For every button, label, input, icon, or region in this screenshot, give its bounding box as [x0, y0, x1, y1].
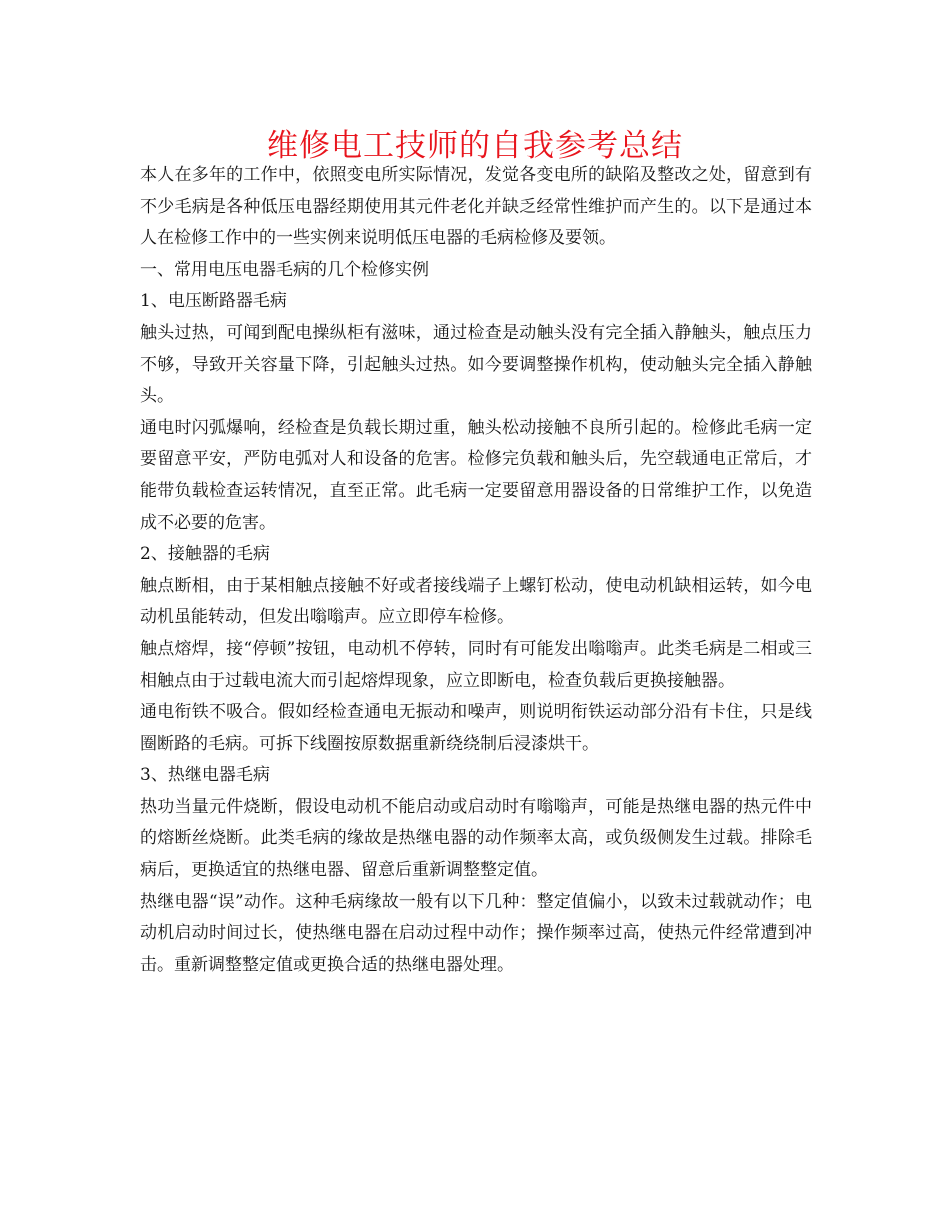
subsection-heading-contactor: 2、接触器的毛病	[140, 544, 270, 565]
paragraph-breaker-overheat: 触头过热，可闻到配电操纵柜有滋味，通过检查是动触头没有完全插入静触头，触点压力不够，导致开关容量下降，引起触头过热。如今要调整操作机构，使动触头完全插入静触头。	[140, 322, 812, 407]
document-body	[140, 160, 812, 981]
section-heading-examples: 一、常用电压电器毛病的几个检修实例	[140, 259, 429, 280]
subsection-heading-breaker: 1、电压断路器毛病	[140, 291, 287, 312]
subsection-heading-thermal-relay: 3、热继电器毛病	[140, 765, 270, 786]
intro-paragraph: 本人在多年的工作中，依照变电所实际情况，发觉各变电所的缺陷及整改之处，留意到有不少毛病是各种低压电器经期使用其元件老化并缺乏经常性维护而产生的。以下是通过本人在检修工作中的一些实例来说明低压电器的毛病检修及要领。	[140, 165, 812, 249]
paragraph-breaker-arc: 通电时闪弧爆响，经检查是负载长期过重，触头松动接触不良所引起的。检修此毛病一定要留意平安，严防电弧对人和设备的危害。检修完负载和触头后，先空载通电正常后，才能带负载检查运转情况，直至正常。此毛病一定要留意用器设备的日常维护工作，以免造成不必要的危害。	[140, 417, 812, 533]
paragraph-contactor-phase: 触点断相，由于某相触点接触不好或者接线端子上螺钉松动，使电动机缺相运转，如今电动机虽能转动，但发出嗡嗡声。应立即停车检修。	[140, 575, 812, 628]
paragraph-relay-misfire: 热继电器“误”动作。这种毛病缘故一般有以下几种：整定值偏小，以致未过载就动作；电动机启动时间过长，使热继电器在启动过程中动作；操作频率过高，使热元件经常遭到冲击。重新调整整定值或更换合适的热继电器处理。	[140, 891, 812, 975]
document-title: 维修电工技师的自我参考总结	[267, 128, 683, 164]
paragraph-relay-element: 热功当量元件烧断，假设电动机不能启动或启动时有嗡嗡声，可能是热继电器的热元件中的熔断丝烧断。此类毛病的缘故是热继电器的动作频率太高，或负级侧发生过载。排除毛病后，更换适宜的热继电器、留意后重新调整整定值。	[140, 796, 812, 881]
paragraph-contactor-armature: 通电衔铁不吸合。假如经检查通电无振动和噪声，则说明衔铁运动部分沿有卡住，只是线圈断路的毛病。可拆下线圈按原数据重新绕绕制后浸漆烘干。	[140, 702, 812, 754]
paragraph-contactor-weld: 触点熔焊，接“停顿”按钮，电动机不停转，同时有可能发出嗡嗡声。此类毛病是二相或三相触点由于过载电流大而引起熔焊现象，应立即断电，检查负载后更换接触器。	[140, 638, 812, 691]
